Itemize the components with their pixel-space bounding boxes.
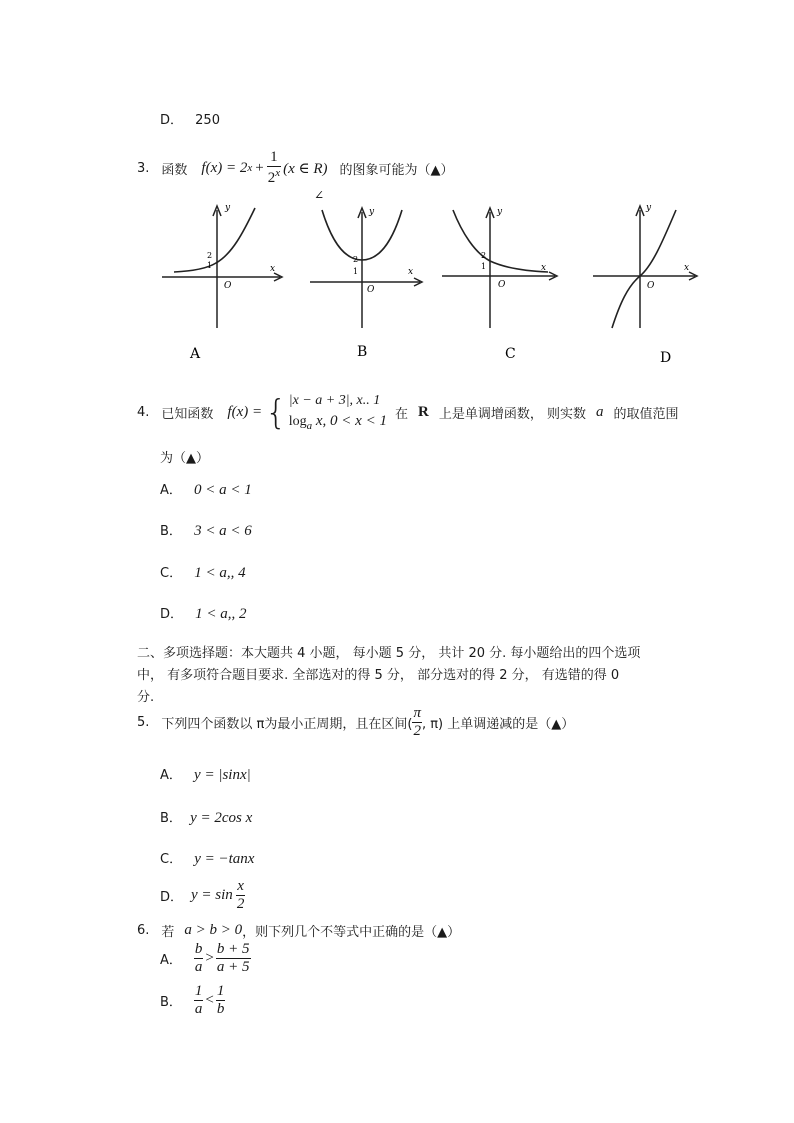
graph-c-y-label: y bbox=[497, 207, 503, 217]
right-fraction bbox=[216, 984, 226, 1017]
graph-d-origin: O bbox=[647, 281, 655, 291]
section-2-line-2: 中， 有多项符合题目要求. 全部选对的得 5 分， 部分选对的得 2 分， 有选错的得 0 bbox=[137, 668, 620, 683]
option-expr: 0 < a < 1 bbox=[194, 482, 252, 498]
question-3 bbox=[137, 150, 454, 186]
case-2-log: log bbox=[288, 413, 307, 429]
graph-d-x-label: x bbox=[684, 263, 690, 273]
q5-option-c bbox=[160, 848, 254, 868]
interval-fraction bbox=[412, 706, 422, 739]
fraction-numerator: b bbox=[194, 941, 203, 957]
q3-graphs bbox=[150, 188, 710, 368]
q5-option-a bbox=[160, 764, 251, 784]
case-2-base: a bbox=[306, 419, 313, 432]
case-1: |x − a + 3|, x.. 1 bbox=[288, 393, 381, 408]
question-number: 6. bbox=[137, 923, 150, 938]
graph-a-label: A bbox=[190, 346, 201, 362]
graph-b-x-label: x bbox=[408, 267, 414, 277]
graph-a-tick-2: 2 bbox=[207, 251, 213, 260]
fraction-den-base: 2 bbox=[267, 170, 276, 186]
option-letter: C． bbox=[160, 566, 183, 581]
formula-exp: x bbox=[247, 162, 253, 174]
option-letter: A． bbox=[160, 768, 182, 783]
fraction-denominator: 2 bbox=[413, 723, 421, 739]
text-zai: 在 bbox=[394, 407, 408, 423]
option-expr: y = 2cos x bbox=[190, 810, 253, 826]
fraction-numerator: 1 bbox=[216, 983, 225, 999]
graph-b bbox=[310, 207, 422, 360]
q4-line-2: 为（▲） bbox=[160, 451, 209, 466]
graph-b-origin: O bbox=[367, 285, 375, 295]
option-letter: D． bbox=[160, 113, 184, 128]
question-6 bbox=[137, 921, 460, 940]
option-expr: y = −tanx bbox=[194, 851, 255, 867]
fraction-denominator: 2 bbox=[236, 896, 245, 912]
graph-b-y-label: y bbox=[369, 207, 375, 217]
fraction-denominator: a bbox=[194, 959, 203, 975]
domain-r: R bbox=[417, 404, 429, 421]
graph-d bbox=[593, 203, 697, 366]
q6-option-b bbox=[160, 984, 225, 1017]
question-prefix: 已知函数 bbox=[161, 407, 214, 423]
fraction-numerator: b + 5 bbox=[216, 941, 250, 957]
fraction-denominator: b bbox=[216, 1001, 225, 1017]
formula-fraction bbox=[267, 150, 281, 186]
graph-b-label: B bbox=[357, 344, 368, 360]
formula-lhs: f(x) = 2 bbox=[201, 159, 248, 176]
case-2-rest: x, 0 < x < 1 bbox=[312, 412, 387, 429]
option-letter: B． bbox=[160, 995, 182, 1010]
question-suffix-2: 的取值范围 bbox=[613, 407, 679, 423]
option-value: 250 bbox=[195, 113, 220, 128]
question-number: 5. bbox=[137, 715, 150, 730]
option-expr: 1 < a,, 4 bbox=[194, 565, 246, 581]
option-expr: y = sin bbox=[191, 887, 233, 903]
brace: { bbox=[265, 392, 287, 433]
option-letter: D． bbox=[160, 890, 184, 905]
formula-domain: (x ∈ R) bbox=[283, 160, 328, 177]
right-fraction bbox=[216, 942, 251, 975]
question-5 bbox=[137, 706, 574, 739]
question-prefix: 若 bbox=[161, 925, 175, 940]
option-letter: B． bbox=[160, 524, 182, 539]
graph-d-y-label: y bbox=[646, 203, 652, 213]
fraction-denominator: a bbox=[194, 1001, 203, 1017]
graph-d-label: D bbox=[660, 350, 672, 366]
stray-mark: ∠ bbox=[314, 188, 325, 202]
q5-option-b bbox=[160, 807, 252, 827]
condition: a > b > 0 bbox=[184, 922, 243, 938]
fraction-den-exp: x bbox=[275, 167, 281, 179]
option-expr: 3 < a < 6 bbox=[194, 523, 252, 539]
question-prefix: 函数 bbox=[161, 162, 188, 178]
option-expr: y = |sinx| bbox=[194, 767, 251, 783]
option-letter: B． bbox=[160, 811, 182, 826]
graph-a-curve bbox=[174, 208, 255, 272]
option-letter: A． bbox=[160, 953, 182, 968]
option-fraction bbox=[236, 879, 246, 912]
graph-a-y-label: y bbox=[225, 203, 231, 213]
fraction-numerator: 1 bbox=[194, 983, 203, 999]
graph-c-label: C bbox=[505, 346, 516, 362]
formula-lhs: f(x) = bbox=[227, 404, 263, 421]
graph-c-tick-1: 1 bbox=[481, 262, 487, 271]
graph-c bbox=[442, 207, 557, 362]
graph-a bbox=[162, 203, 282, 362]
option-letter: C． bbox=[160, 852, 183, 867]
question-text: 下列四个函数以 π为最小正周期，且在区间( bbox=[161, 717, 413, 732]
option-expr: 1 < a,, 2 bbox=[195, 606, 247, 622]
graph-d-curve bbox=[612, 210, 676, 328]
operator: < bbox=[205, 992, 214, 1008]
graph-c-tick-2: 2 bbox=[481, 251, 487, 260]
fraction-denominator: a + 5 bbox=[216, 959, 250, 975]
graph-b-tick-2: 2 bbox=[353, 255, 359, 264]
graph-c-curve bbox=[453, 210, 548, 272]
question-suffix: ，则下列几个不等式中正确的是（▲） bbox=[242, 925, 461, 940]
fraction-numerator: π bbox=[413, 705, 421, 721]
operator: > bbox=[205, 950, 214, 966]
fraction-numerator: 1 bbox=[267, 150, 281, 167]
q4-option-c bbox=[160, 562, 246, 582]
left-fraction bbox=[194, 984, 204, 1017]
graph-a-x-label: x bbox=[270, 264, 276, 274]
q4-option-a bbox=[160, 479, 252, 499]
graph-a-tick-1: 1 bbox=[207, 261, 213, 270]
piecewise-cases bbox=[289, 392, 387, 434]
q6-option-a bbox=[160, 942, 251, 975]
question-text-2: , π) 上单调递减的是（▲） bbox=[421, 717, 575, 732]
question-4 bbox=[137, 392, 678, 434]
question-suffix: 上是单调增函数， 则实数 bbox=[438, 407, 586, 423]
q5-option-d bbox=[160, 879, 245, 912]
section-2-line-3: 分. bbox=[137, 690, 155, 705]
option-letter: A． bbox=[160, 483, 182, 498]
fraction-numerator: x bbox=[237, 878, 244, 894]
question-number: 4. bbox=[137, 405, 150, 421]
graph-a-origin: O bbox=[224, 281, 232, 291]
question-number: 3. bbox=[137, 160, 150, 176]
formula-plus: + bbox=[255, 159, 264, 176]
left-fraction bbox=[194, 942, 204, 975]
graph-c-origin: O bbox=[498, 280, 506, 290]
q2-option-d bbox=[160, 109, 220, 128]
graph-b-tick-1: 1 bbox=[353, 267, 359, 276]
q4-option-b bbox=[160, 520, 252, 540]
section-2-line-1: 二、多项选择题：本大题共 4 小题， 每小题 5 分， 共计 20 分. 每小题给出的四个选项 bbox=[137, 646, 641, 661]
question-suffix: 的图象可能为（▲） bbox=[339, 162, 454, 178]
q4-option-d bbox=[160, 603, 247, 623]
var-a: a bbox=[595, 404, 604, 421]
graph-c-x-label: x bbox=[541, 263, 547, 273]
option-letter: D． bbox=[160, 607, 184, 622]
